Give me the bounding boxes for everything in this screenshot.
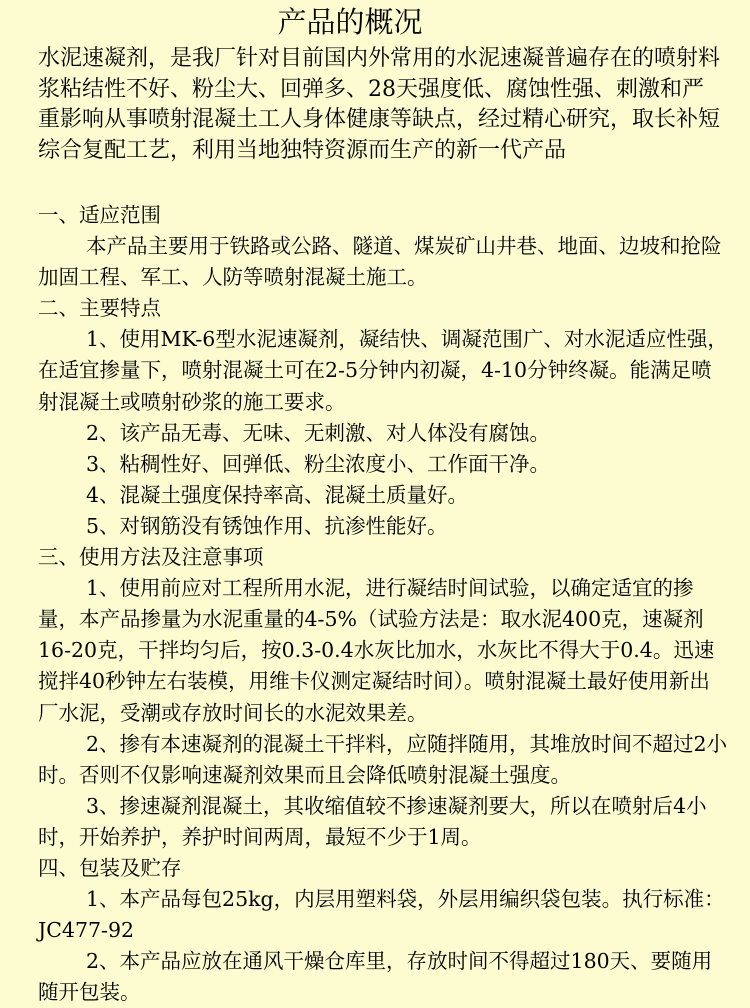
feature-item: 3、粘稠性好、回弹低、粉尘浓度小、工作面干净。: [86, 451, 551, 476]
usage-item: 1、使用前应对工程所用水泥，进行凝结时间试验，以确定适宜的掺量，本产品掺量为水泥重量的4-5%（试验方法是：取水泥400克，速凝剂16-20克，干拌均匀后，按0.3-0.4水灰比加水，水灰比不得大于0.4。迅速搅拌40秒钟左右装模，用维卡仪测定凝结时间）。喷射混凝土最好使用新出厂水泥，受潮或存放时间长的水泥效果差。: [38, 576, 715, 725]
feature-item: 1、使用MK-6型水泥速凝剂，凝结快、调凝范围广、对水泥适应性强，在适宜掺量下，喷射混凝土可在2-5分钟内初凝，4-10分钟终凝。能满足喷射混凝土或喷射砂浆的施工要求。: [38, 327, 728, 414]
feature-item: 2、该产品无毒、无味、无刺激、对人体没有腐蚀。: [86, 420, 551, 445]
document-title: 产品的概况: [277, 5, 423, 39]
feature-item: 5、对钢筋没有锈蚀作用、抗渗性能好。: [86, 513, 448, 538]
section-heading-packaging: 四、包装及贮存: [38, 855, 182, 880]
intro-paragraph: 水泥速凝剂，是我厂针对目前国内外常用的水泥速凝普遍存在的喷射料浆粘结性不好、粉尘大、回弹多、28天强度低、腐蚀性强、刺激和严重影响从事喷射混凝土工人身体健康等缺点，经过精心研究，取长补短综合复配工艺，利用当地独特资源而生产的新一代产品: [38, 46, 721, 163]
packaging-item: 2、本产品应放在通风干燥仓库里，存放时间不得超过180天、要随用随开包装。: [38, 949, 713, 1005]
packaging-item: 1、本产品每包25kg，内层用塑料袋，外层用编织袋包装。执行标准：JC477-92: [38, 887, 725, 943]
section-heading-features: 二、主要特点: [38, 296, 161, 321]
usage-item: 3、掺速凝剂混凝土，其收缩值较不掺速凝剂要大，所以在喷射后4小时，开始养护，养护时间两周，最短不少于1周。: [38, 793, 707, 849]
section-heading-scope: 一、适应范围: [38, 203, 161, 227]
feature-item: 4、混凝土强度保持率高、混凝土质量好。: [86, 482, 469, 507]
document-body: [38, 200, 728, 1008]
usage-item: 2、掺有本速凝剂的混凝土干拌料，应随拌随用，其堆放时间不超过2小时。否则不仅影响速凝剂效果而且会降低喷射混凝土强度。: [38, 731, 728, 787]
scope-paragraph: 本产品主要用于铁路或公路、隧道、煤炭矿山井巷、地面、边坡和抢险加固工程、军工、人防等喷射混凝土施工。: [38, 234, 722, 290]
section-heading-usage: 三、使用方法及注意事项: [38, 545, 264, 570]
